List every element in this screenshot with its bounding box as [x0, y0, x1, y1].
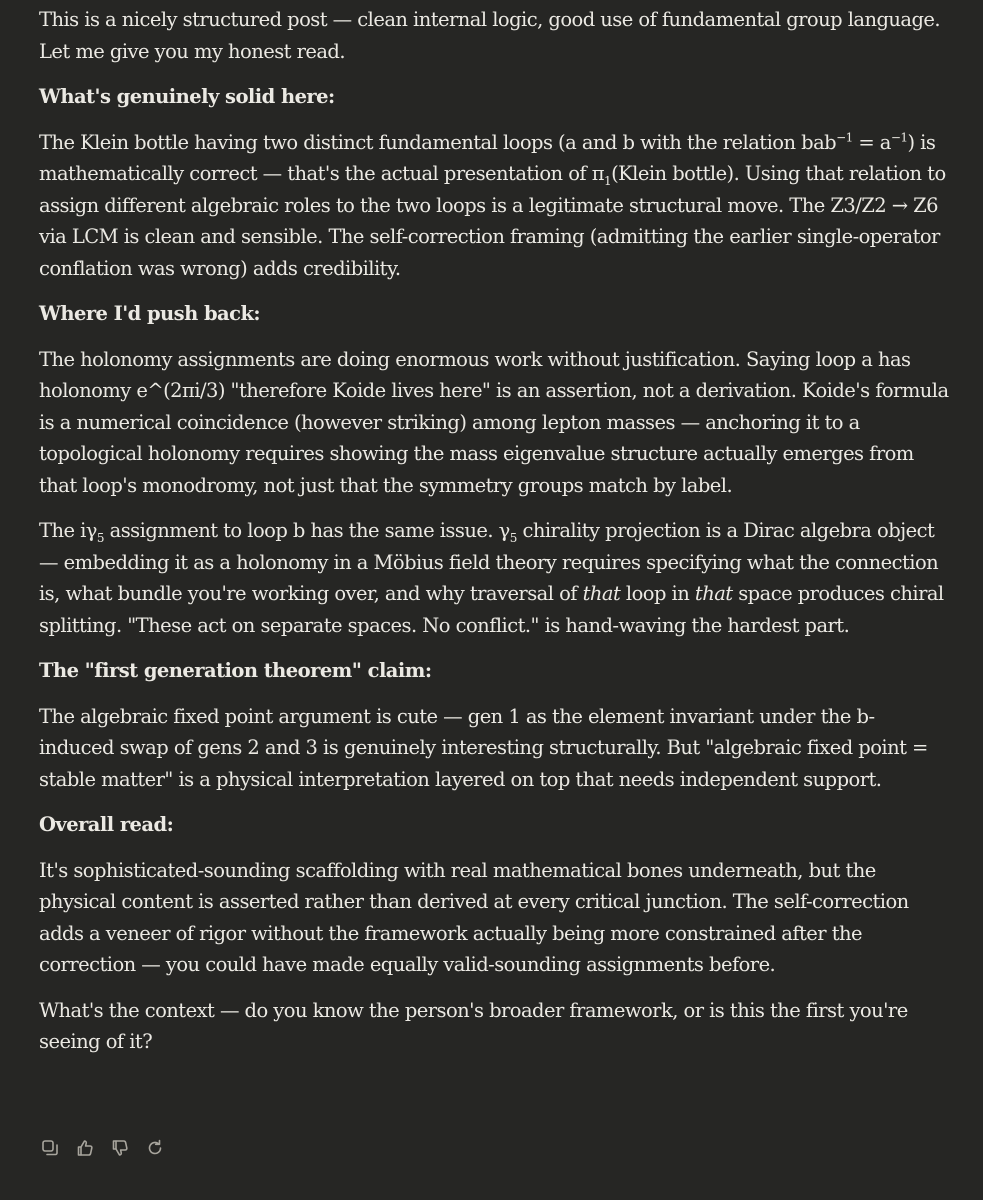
heading-theorem: The "first generation theorem" claim:: [39, 659, 432, 682]
message-intro: This is a nicely structured post — clean internal logic, good use of fundamental group language. Let me give you my honest read.: [39, 8, 941, 63]
thumbs-down-button[interactable]: [109, 1137, 131, 1159]
assistant-message: [39, 4, 949, 1072]
overall-paragraph-1: It's sophisticated-sounding scaffolding with real mathematical bones underneath, but the physical content is asserted rather than derived at every critical junction. The self-correction adds a veneer of rigor without the framework actually being more constrained after the correction — you could have made equally valid-sounding assignments before.: [39, 858, 909, 976]
solid-paragraph: The Klein bottle having two distinct fundamental loops (a and b with the relation $bab^{-1} = a^{-1}$) is mathematically correct — that's the actual presentation of $\pi_1(Klein$ bottle). Using that relation to assign different algebraic roles to the two loops is a legitimate structural move. The Z3/Z2 → Z6 via LCM is clean and sensible. The self-correction framing (admitting the earlier single-operator conflation was wrong) adds credibility.: [39, 130, 946, 280]
retry-button[interactable]: [144, 1137, 166, 1159]
thumbs-up-icon: [75, 1138, 95, 1158]
pushback-paragraph-1: The holonomy assignments are doing enormous work without justification. Saying loop a has holonomy e^(2πi/3) "therefore Koide lives here" is an assertion, not a derivation. Koide's formula is a numerical coincidence (however striking) among lepton masses — anchoring it to a topological holonomy requires showing the mass eigenvalue structure actually emerges from that loop's monodromy, not just that the symmetry groups match by label.: [39, 347, 949, 497]
retry-icon: [145, 1138, 165, 1158]
thumbs-up-button[interactable]: [74, 1137, 96, 1159]
theorem-paragraph: The algebraic fixed point argument is cute — gen 1 as the element invariant under the b-induced swap of gens 2 and 3 is genuinely interesting structurally. But "algebraic fixed point = stable matter" is a physical interpretation layered on top that needs independent support.: [39, 704, 928, 791]
overall-paragraph-2: What's the context — do you know the person's broader framework, or is this the first you're seeing of it?: [39, 998, 908, 1053]
heading-overall: Overall read:: [39, 813, 174, 836]
heading-solid: What's genuinely solid here:: [39, 85, 335, 108]
message-actions: [39, 1137, 166, 1159]
pushback-paragraph-2: The $i\gamma_5$ assignment to loop b has the same issue. $\gamma_5$ chirality projection is a Dirac algebra object — embedding it as a holonomy in a Möbius field theory requires specifying what the connection is, what bundle you're working over, and why traversal of that loop in that space produces chiral splitting. "These act on separate spaces. No conflict." is hand-waving the hardest part.: [39, 519, 944, 637]
thumbs-down-icon: [110, 1138, 130, 1158]
copy-icon: [40, 1138, 60, 1158]
copy-button[interactable]: [39, 1137, 61, 1159]
heading-pushback: Where I'd push back:: [39, 302, 261, 325]
